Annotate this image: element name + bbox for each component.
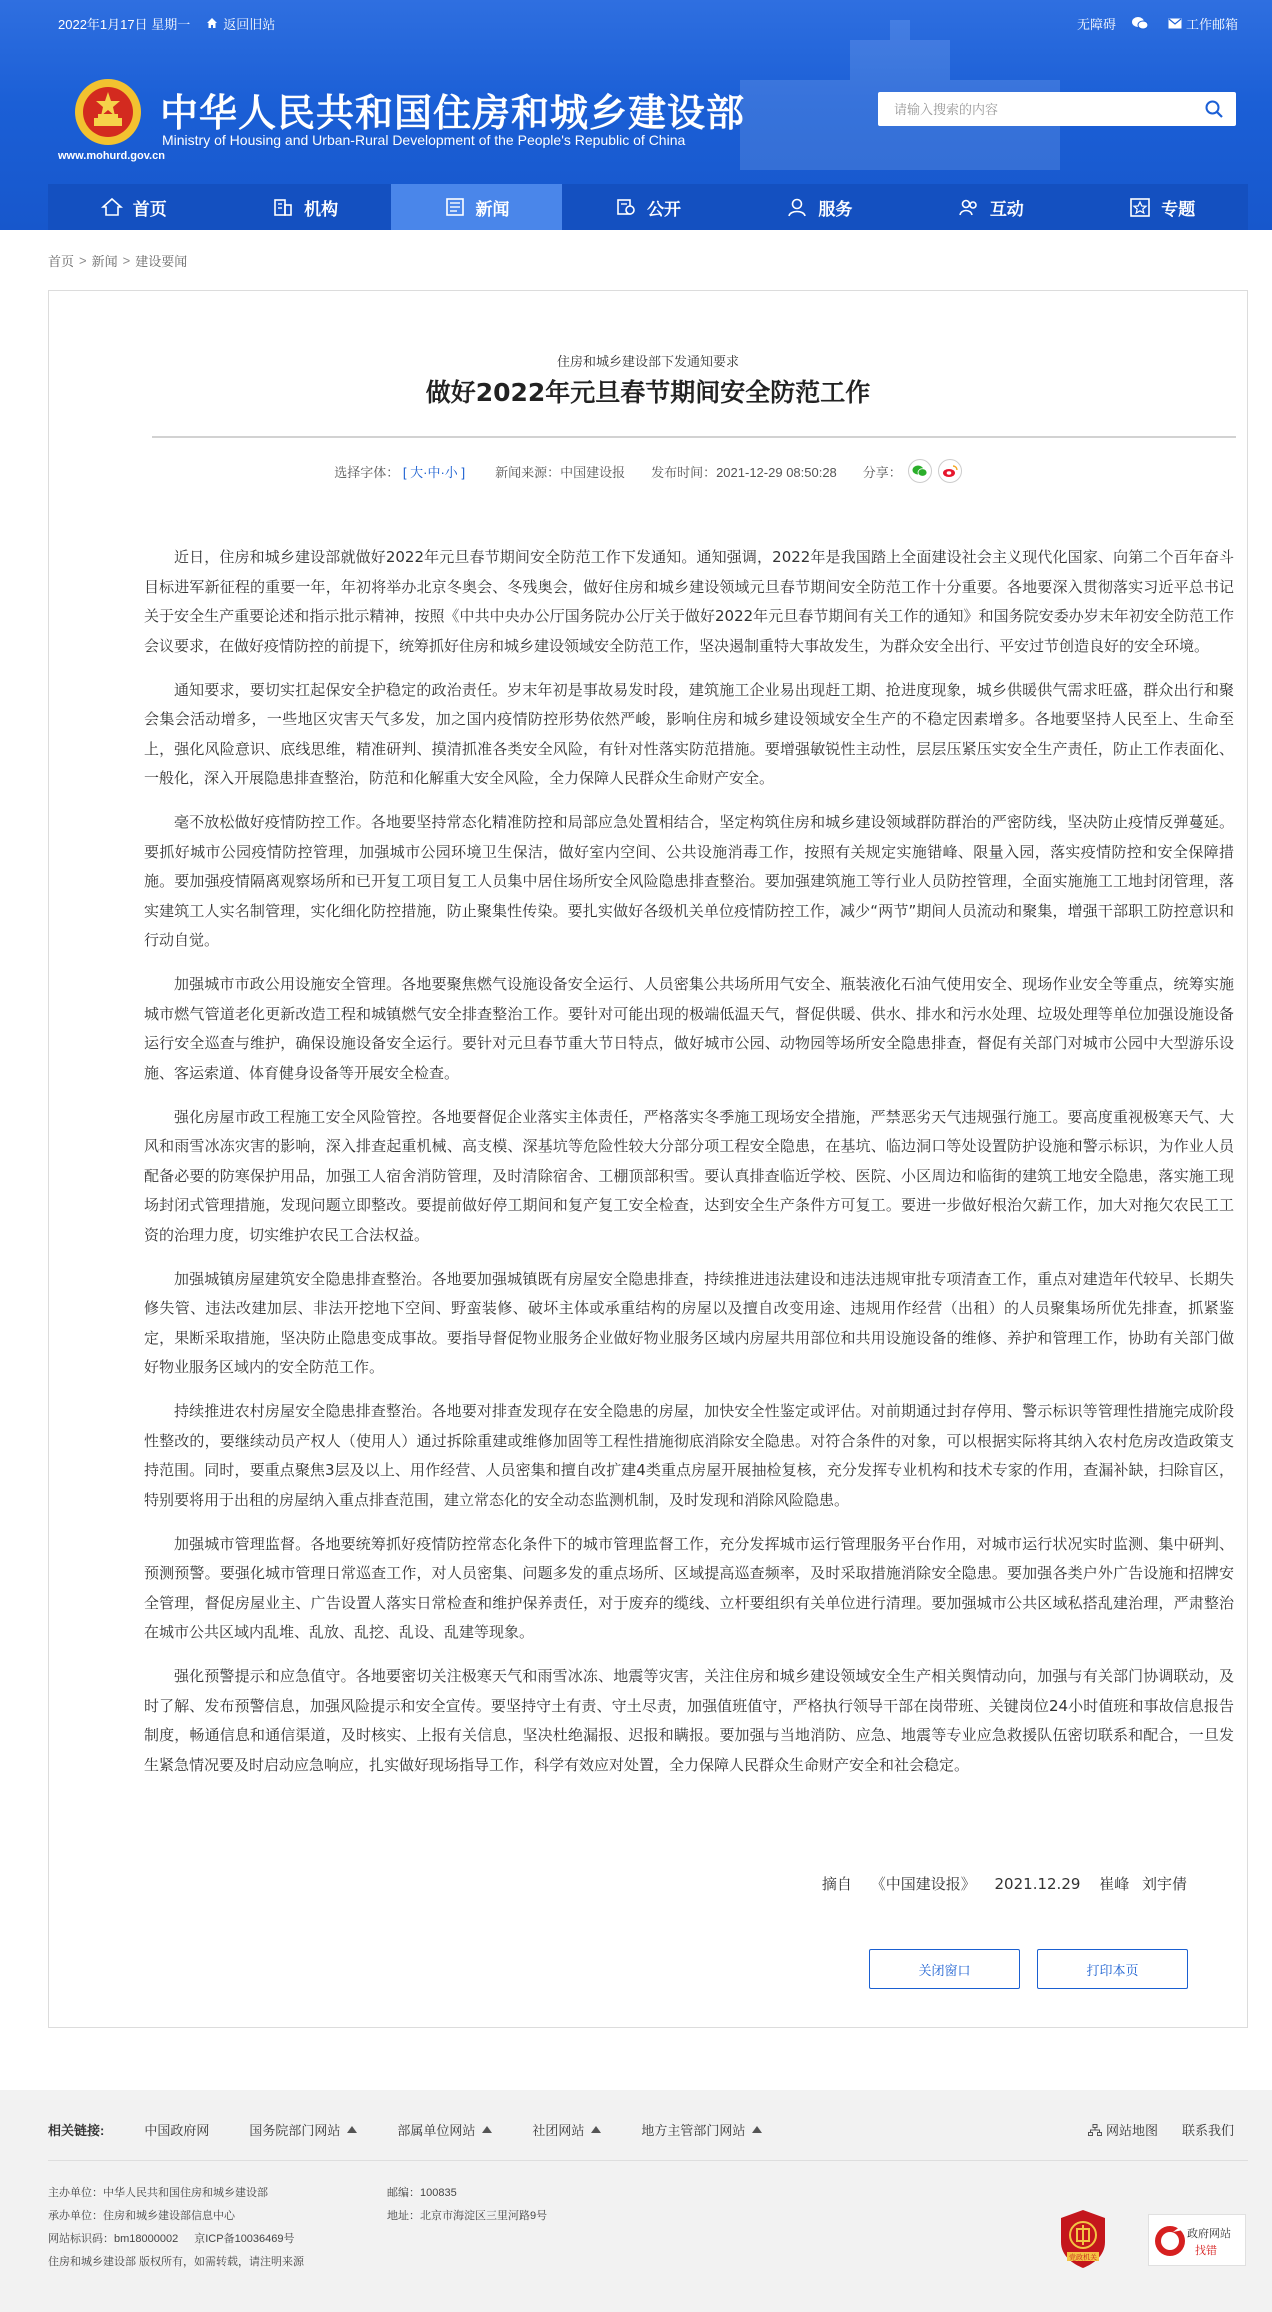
article-card <box>48 290 1248 2028</box>
sitemap-label: 网站地图 <box>1105 2123 1158 2138</box>
share-bar <box>863 459 962 483</box>
article-paragraph: 加强城市管理监督。各地要统筹抓好疫情防控常态化条件下的城市管理监督工作，充分发挥城市运行管理服务平台作用，对城市运行状况实时监测、集中研判、预测预警。要强化城市管理日常巡查工作，对人员密集、问题多发的重点场所、区域提高巡查频率，及时采取措施消除安全隐患。要加强各类户外广告设施和招牌安全管理，督促房屋业主、广告设置人落实日常检查和维护保养责任，对于废弃的缆线、立杆要组织有关单位进行清理。要加强城市公共区域私搭乱建治理，严肃整治在城市公共区域内乱堆、乱放、乱挖、乱设、乱建等现象。 <box>144 1534 1234 1641</box>
wechat-link[interactable] <box>1132 16 1152 30</box>
wechat-icon <box>1132 16 1148 30</box>
site-id-line <box>48 2228 304 2251</box>
publish-time: 发布时间：2021-12-29 08:50:28 <box>651 464 837 480</box>
footer-info-left <box>48 2182 304 2274</box>
signature-author: 刘宇倩 <box>1141 1875 1187 1893</box>
font-size-label: 选择字体： <box>334 464 400 480</box>
bracket-open: [ <box>402 464 407 480</box>
breadcrumb-separator: > <box>79 253 87 268</box>
breadcrumb-separator: > <box>122 253 131 268</box>
article-paragraph: 加强城镇房屋建筑安全隐患排查整治。各地要加强城镇既有房屋安全隐患排查，持续推进违法建设和违法违规审批专项清查工作，重点对建造年代较早、长期失修失管、违法改建加层、非法开挖地下空间、野蛮装修、破坏主体或承重结构的房屋以及擅自改变用途、违规用作经营（出租）的人员聚集场所优先排查，抓紧鉴定，果断采取措施，坚决防止隐患变成事故。要指导督促物业服务企业做好物业服务区域内房屋共用部位和共用设施设备的维修、养护和管理工作，协助有关部门做好物业服务区域内的安全防范工作。 <box>144 1269 1234 1376</box>
link-associations[interactable] <box>532 2120 601 2139</box>
article-meta <box>49 459 1247 483</box>
home-icon <box>101 197 123 217</box>
nav-label: 新闻 <box>475 199 510 219</box>
nav-label: 服务 <box>818 199 853 219</box>
article-paragraph: 持续推进农村房屋安全隐患排查整治。各地要对排查发现存在安全隐患的房屋，加快安全性鉴定或评估。对前期通过封存停用、警示标识等管理性措施完成阶段性整改的，要继续动员产权人（使用人）通过拆除重建或维修加固等工程性措施彻底消除安全隐患。对符合条件的对象，可以根据实际将其纳入农村危房改造政策支持范围。同时，要重点聚焦3层及以上、用作经营、人员密集和擅自改扩建4类重点房屋开展抽检复核，充分发挥专业机构和技术专家的作用，查漏补缺，扫除盲区，特别要将用于出租的房屋纳入重点排查范围，建立常态化的安全动态监测机制，及时发现和消除风险隐患。 <box>144 1402 1234 1509</box>
article-source: 新闻来源：中国建设报 <box>495 464 626 480</box>
share-label: 分享： <box>862 464 902 480</box>
article-signature <box>808 1873 1187 1894</box>
nav-label: 机构 <box>304 199 339 219</box>
public-icon <box>615 197 637 217</box>
article-paragraph: 强化预警提示和应急值守。各地要密切关注极寒天气和雨雪冰冻、地震等灾害，关注住房和城乡建设领域安全生产相关舆情动向，加强与有关部门协调联动，及时了解、发布预警信息，加强风险提示和安全宣传。要坚持守土有责、守土尽责，加强值班值守，严格执行领导干部在岗带班、关键岗位24小时值班和事故信息报告制度，畅通信息和通信渠道，及时核实、上报有关信息，坚决杜绝漏报、迟报和瞒报。要加强与当地消防、应急、地震等专业应急救援队伍密切联系和配合，一旦发生紧急情况要及时启动应急响应，扎实做好现场指导工作，科学有效应对处置，全力保障人民群众生命财产安全和社会稳定。 <box>144 1667 1234 1774</box>
wechat-icon <box>912 464 928 478</box>
gov-site-label: 政府网站 <box>1187 2228 1231 2240</box>
site-title: 中华人民共和国住房和城乡建设部 <box>160 91 746 135</box>
print-page-button[interactable]: 打印本页 <box>1037 1949 1188 1989</box>
nav-item-home[interactable] <box>48 184 219 230</box>
copyright-line: 住房和城乡建设部 版权所有，如需转载，请注明来源 <box>48 2256 305 2268</box>
article-paragraph: 毫不放松做好疫情防控工作。各地要坚持常态化精准防控和局部应急处置相结合，坚定构筑住房和城乡建设领域群防群治的严密防线，坚决防止疫情反弹蔓延。要抓好城市公园疫情防控管理，加强城市公园环境卫生保洁，做好室内空间、公共设施消毒工作，按照有关规定实施错峰、限量入园，落实疫情防控和安全保障措施。要加强疫情隔离观察场所和已开复工项目复工人员集中居住场所安全风险隐患排查整治。要加强建筑施工等行业人员防控管理，全面实施施工工地封闭管理，落实建筑工人实名制管理，实化细化防控措施，防止聚集性传染。要扎实做好各级机关单位疫情防控工作，减少“两节”期间人员流动和聚集，增强干部职工防控意识和行动自觉。 <box>144 813 1234 949</box>
nav-item-special[interactable] <box>1077 184 1248 230</box>
breadcrumb-news[interactable]: 新闻 <box>91 254 118 269</box>
font-size-dot: · <box>440 464 445 480</box>
interact-icon <box>958 197 980 217</box>
work-mail-link[interactable] <box>1168 14 1238 33</box>
site-footer <box>0 2090 1272 2312</box>
share-weibo-button[interactable] <box>938 459 962 483</box>
nav-label: 互动 <box>989 199 1024 219</box>
star-icon <box>1129 197 1151 217</box>
nav-item-public[interactable] <box>562 184 733 230</box>
caret-up-icon <box>482 2126 492 2133</box>
link-affiliated-units[interactable] <box>397 2120 492 2139</box>
news-icon <box>444 197 466 217</box>
site-header <box>0 0 1272 230</box>
current-date: 2022年1月17日 星期一 <box>58 16 191 32</box>
site-url: www.mohurd.gov.cn <box>58 150 165 162</box>
weibo-icon <box>942 464 958 478</box>
error-report-icon <box>1153 2224 1187 2258</box>
article-paragraph: 强化房屋市政工程施工安全风险管控。各地要督促企业落实主体责任，严格落实冬季施工现场安全措施，严禁恶劣天气违规强行施工。要高度重视极寒天气、大风和雨雪冰冻灾害的影响，深入排查起重机械、高支模、深基坑等危险性较大分部分项工程安全隐患，在基坑、临边洞口等处设置防护设施和警示标识，为作业人员配备必要的防寒保护用品，加强工人宿舍消防管理，及时清除宿舍、工棚顶部积雪。要认真排查临近学校、医院、小区周边和临街的建筑工地安全隐患，落实施工现场封闭式管理措施，发现问题立即整改。要提前做好停工期间和复产复工安全检查，达到安全生产条件方可复工。要进一步做好根治欠薪工作，加大对拖欠农民工工资的治理力度，切实维护农民工合法权益。 <box>144 1107 1234 1244</box>
nav-item-interact[interactable] <box>905 184 1076 230</box>
breadcrumb-construction-news[interactable]: 建设要闻 <box>135 254 188 269</box>
return-old-site-label: 返回旧站 <box>223 16 276 32</box>
article-paragraph: 近日，住房和城乡建设部就做好2022年元旦春节期间安全防范工作下发通知。通知强调，2022年是我国踏上全面建设社会主义现代化国家、向第二个百年奋斗目标进军新征程的重要一年，年初将举办北京冬奥会、冬残奥会，做好住房和城乡建设领域元旦春节期间安全防范工作十分重要。各地要深入贯彻落实习近平总书记关于安全生产重要论述和指示批示精神，按照《中共中央办公厅国务院办公厅关于做好2022年元旦春节期间有关工作的通知》和国务院安委办岁末年初安全防范工作会议要求，在做好疫情防控的前提下，统筹抓好住房和城乡建设领域安全防范工作，坚决遏制重特大事故发生，为群众安全出行、平安过节创造良好的安全环境。 <box>144 548 1234 655</box>
share-wechat-button[interactable] <box>908 459 932 483</box>
topbar-right <box>1061 12 1238 34</box>
site-subtitle: Ministry of Housing and Urban-Rural Development of the People's Republic of China <box>162 132 686 148</box>
postcode-line: 邮编：100835 <box>387 2187 457 2199</box>
sitemap-link[interactable] <box>1088 2120 1158 2139</box>
link-label: 社团网站 <box>532 2123 585 2138</box>
accessibility-link[interactable] <box>1077 14 1116 33</box>
font-size-selector <box>334 462 465 481</box>
work-mail-label: 工作邮箱 <box>1185 16 1238 32</box>
footer-utility-links <box>1088 2120 1234 2139</box>
return-old-site-link[interactable] <box>206 14 275 33</box>
font-size-dot: · <box>423 464 428 480</box>
accessibility-label: 无障碍 <box>1076 16 1116 32</box>
contact-us-link[interactable]: 联系我们 <box>1181 2123 1234 2138</box>
link-state-council-sites[interactable] <box>249 2120 357 2139</box>
search-icon[interactable] <box>1204 99 1224 119</box>
topbar-left <box>58 12 275 34</box>
signature-prefix: 摘自 <box>821 1875 852 1893</box>
footer-info-right <box>387 2182 547 2228</box>
mail-icon <box>1168 18 1182 29</box>
organizer-line: 承办单位：住房和城乡建设部信息中心 <box>48 2210 235 2222</box>
home-icon <box>206 17 218 29</box>
related-links-label: 相关链接: <box>48 2123 105 2138</box>
site-id: 网站标识码：bm18000002 <box>48 2233 179 2245</box>
search-box <box>878 92 1236 126</box>
link-label: 中国政府网 <box>144 2123 210 2138</box>
party-government-badge-icon[interactable] <box>1057 2208 1109 2270</box>
search-input[interactable] <box>878 92 1178 126</box>
nav-item-news[interactable] <box>391 184 562 230</box>
service-icon <box>786 197 808 217</box>
link-label: 地方主管部门网站 <box>641 2123 746 2138</box>
icp-number[interactable]: 京ICP备10036469号 <box>194 2233 295 2245</box>
close-window-button[interactable]: 关闭窗口 <box>869 1949 1020 1989</box>
nav-item-service[interactable] <box>734 184 905 230</box>
nav-label: 专题 <box>1161 199 1196 219</box>
main-nav <box>48 184 1248 230</box>
building-icon <box>272 197 294 217</box>
article-paragraph: 加强城市市政公用设施安全管理。各地要聚焦燃气设施设备安全运行、人员密集公共场所用气安全、瓶装液化石油气使用安全、现场作业安全等重点，统筹实施城市燃气管道老化更新改造工程和城镇燃气安全排查整治工作。要针对可能出现的极端低温天气，督促供暖、供水、排水和污水处理、垃圾处理等单位加强设施设备运行安全巡查与维护，确保设施设备安全运行。要针对元旦春节重大节日特点，做好城市公园、动物园等场所安全隐患排查，督促有关部门对城市公园中大型游乐设施、客运索道、体育健身设备等开展安全检查。 <box>144 975 1234 1082</box>
article-title: 做好2022年元旦春节期间安全防范工作 <box>425 378 871 407</box>
gov-site-error-report-badge[interactable] <box>1148 2214 1246 2266</box>
font-size-large[interactable]: 大 <box>410 464 424 480</box>
article-body <box>144 543 1234 1795</box>
caret-up-icon <box>591 2126 601 2133</box>
signature-author: 崔峰 <box>1099 1875 1130 1893</box>
link-local-authorities[interactable] <box>641 2120 762 2139</box>
nav-item-organization[interactable] <box>219 184 390 230</box>
party-badge-label: 党政机关 <box>1069 2253 1097 2262</box>
link-label: 部属单位网站 <box>397 2123 476 2138</box>
nav-label: 首页 <box>132 199 167 219</box>
national-emblem-logo <box>74 78 142 146</box>
related-links <box>48 2120 1248 2139</box>
breadcrumb <box>48 251 187 270</box>
link-label: 国务院部门网站 <box>249 2123 341 2138</box>
sponsor-line: 主办单位：中华人民共和国住房和城乡建设部 <box>48 2187 268 2199</box>
bracket-close: ] <box>461 464 466 480</box>
breadcrumb-home[interactable]: 首页 <box>48 254 75 269</box>
error-report-label: 找错 <box>1195 2245 1217 2257</box>
font-size-medium[interactable]: 中 <box>427 464 441 480</box>
title-divider <box>152 436 1236 438</box>
nav-label: 公开 <box>646 199 681 219</box>
caret-up-icon <box>347 2126 357 2133</box>
article-kicker: 住房和城乡建设部下发通知要求 <box>556 354 739 369</box>
footer-divider <box>48 2160 1248 2161</box>
address-line: 地址：北京市海淀区三里河路9号 <box>387 2210 548 2222</box>
font-size-small[interactable]: 小 <box>444 464 458 480</box>
signature-paper: 《中国建设报》 <box>870 1875 976 1893</box>
signature-date: 2021.12.29 <box>994 1875 1081 1893</box>
sitemap-icon <box>1088 2124 1102 2136</box>
caret-up-icon <box>752 2126 762 2133</box>
link-gov-cn[interactable] <box>144 2120 209 2139</box>
article-paragraph: 通知要求，要切实扛起保安全护稳定的政治责任。岁末年初是事故易发时段，建筑施工企业易出现赶工期、抢进度现象，城乡供暖供气需求旺盛，群众出行和聚会集会活动增多，一些地区灾害天气多发，加之国内疫情防控形势依然严峻，影响住房和城乡建设领域安全生产的不稳定因素增多。各地要坚持人民至上、生命至上，强化风险意识、底线思维，精准研判、摸清抓准各类安全风险，有针对性落实防范措施。要增强敏锐性主动性，层层压紧压实安全生产责任，防止工作表面化、一般化，深入开展隐患排查整治，防范和化解重大安全风险，全力保障人民群众生命财产安全。 <box>144 680 1234 787</box>
